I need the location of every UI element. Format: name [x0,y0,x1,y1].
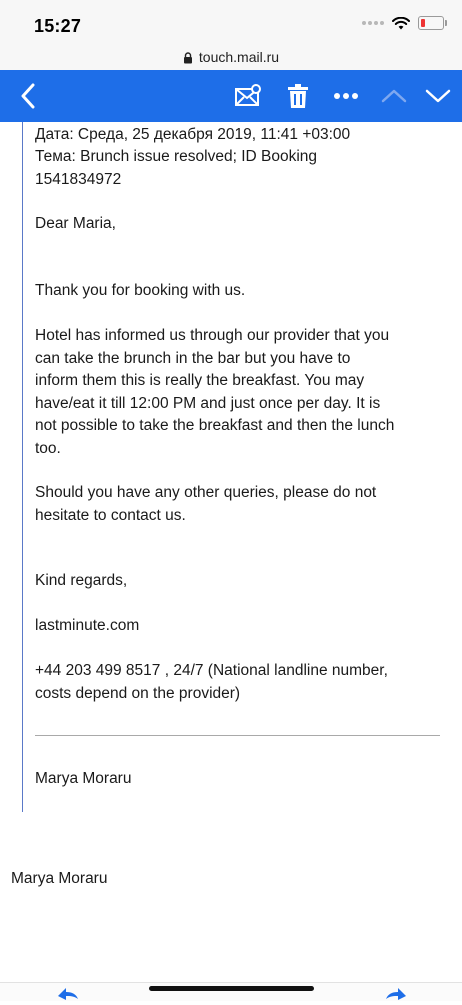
quoted-message [22,122,443,812]
battery-icon [418,16,444,30]
lock-icon [183,51,193,63]
signature: Marya Moraru [11,870,108,887]
back-button[interactable] [10,70,46,122]
back-arrow-icon [56,986,80,1000]
phone-info: +44 203 499 8517 , 24/7 (National landline number, costs depend on the provider) [35,662,388,702]
company-name[interactable]: lastminute.com [35,617,140,634]
status-bar [0,0,462,44]
envelope-icon [234,84,262,108]
forward-arrow-icon [384,986,408,1000]
status-indicators [362,16,444,30]
quoted-signature: Marya Moraru [35,770,132,787]
delete-button[interactable] [278,70,318,122]
url-text: touch.mail.ru [198,49,280,65]
address-bar[interactable] [0,44,462,70]
browser-back-button[interactable] [56,986,80,1005]
next-message-button[interactable] [418,70,458,122]
trash-icon [287,83,309,109]
closing: Kind regards, [35,572,128,589]
subject-line-id: 1541834972 [35,171,122,188]
subject-line: Тема: Brunch issue resolved; ID Booking [35,148,318,165]
home-indicator[interactable] [149,986,314,991]
more-button[interactable] [326,70,366,122]
greeting: Dear Maria, [35,215,116,232]
divider [35,735,440,736]
paragraph-thanks: Thank you for booking with us. [35,282,246,299]
chevron-left-icon [20,83,36,109]
date-line: Дата: Среда, 25 декабря 2019, 11:41 +03:00 [35,126,351,143]
chevron-up-icon [381,89,407,103]
signal-icon [362,21,384,25]
more-dots-icon [333,92,359,100]
chevron-down-icon [425,89,451,103]
paragraph-queries: Should you have any other queries, please do not hesitate to contact us. [35,484,377,524]
mark-unread-button[interactable] [228,70,268,122]
wifi-icon [392,17,410,30]
status-time: 15:27 [34,16,82,36]
previous-message-button[interactable] [374,70,414,122]
mail-toolbar [0,70,462,122]
browser-forward-button[interactable] [384,986,408,1005]
paragraph-details: Hotel has informed us through our provider that you can take the brunch in the bar but you have to inform them this is really the breakfast. You may have/eat it till 12:00 PM and just once per day. It is not possible to take the breakfast and then the lunch too. [35,327,395,457]
